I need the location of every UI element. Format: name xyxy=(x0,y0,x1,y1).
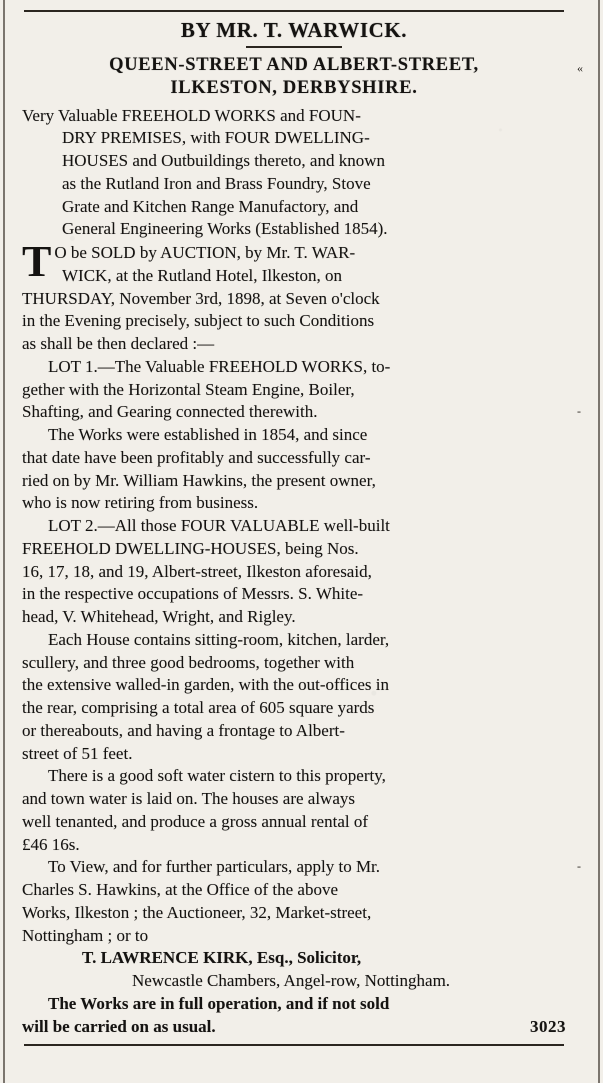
water-line-3: well tenanted, and produce a gross annual rental of xyxy=(22,811,369,831)
intro-line-5: Grate and Kitchen Range Manufactory, and xyxy=(62,196,359,216)
lot-1-line-3: Shafting, and Gearing connected therewith. xyxy=(22,402,318,422)
lot-2-paragraph xyxy=(22,515,566,628)
house-desc-line-4: the rear, comprising a total area of 605 square yards xyxy=(22,698,375,718)
water-line-4: £46 16s. xyxy=(22,834,80,854)
lot-2-line-4: in the respective occupations of Messrs. S. White- xyxy=(22,584,364,604)
right-margin-marks xyxy=(577,0,595,1083)
intro-line-3: HOUSES and Outbuildings thereto, and known xyxy=(62,151,385,171)
intro-paragraph xyxy=(22,105,566,241)
margin-mark-2: - xyxy=(577,404,581,418)
house-desc-line-5: or thereabouts, and having a frontage to Albert- xyxy=(22,720,345,740)
house-description-paragraph xyxy=(22,629,566,765)
house-desc-line-1: Each House contains sitting-room, kitchen, larder, xyxy=(48,629,390,649)
view-line-1: To View, and for further particulars, apply to Mr. xyxy=(48,857,381,877)
margin-mark-3: - xyxy=(577,859,581,873)
closing-line-1: The Works are in full operation, and if not sold xyxy=(48,993,390,1013)
water-line-2: and town water is laid on. The houses are always xyxy=(22,789,355,809)
house-desc-line-2: scullery, and three good bedrooms, together with xyxy=(22,652,355,672)
view-paragraph xyxy=(22,856,566,946)
lot-1-paragraph xyxy=(22,356,566,423)
auction-line-4: in the Evening precisely, subject to such Conditions xyxy=(22,311,375,331)
lot-2-line-1: LOT 2.—All those FOUR VALUABLE well-built xyxy=(48,516,390,536)
right-column-rule xyxy=(598,0,600,1083)
intro-line-6: General Engineering Works (Established 1854). xyxy=(62,219,388,239)
lot-1-line-1: LOT 1.—The Valuable FREEHOLD WORKS, to- xyxy=(48,356,391,376)
intro-line-1: Very Valuable FREEHOLD WORKS and FOUN- xyxy=(22,105,361,125)
works-history-line-4: who is now retiring from business. xyxy=(22,493,259,513)
ad-headline: BY MR. T. WARWICK. xyxy=(180,18,408,42)
works-history-line-2: that date have been profitably and successfully car- xyxy=(22,447,371,467)
intro-line-4: as the Rutland Iron and Brass Foundry, Stove xyxy=(62,173,371,193)
water-line-1: There is a good soft water cistern to this property, xyxy=(48,766,386,786)
auction-line-5: as shall be then declared :— xyxy=(22,334,215,354)
house-desc-line-6: street of 51 feet. xyxy=(22,743,133,763)
view-line-4: Nottingham ; or to xyxy=(22,925,149,945)
view-line-3: Works, Ilkeston ; the Auctioneer, 32, Market-street, xyxy=(22,902,372,922)
auction-line-2: WICK, at the Rutland Hotel, Ilkeston, on xyxy=(62,265,342,285)
works-history-paragraph xyxy=(22,424,566,514)
closing-line-2: will be carried on as usual. xyxy=(22,1016,216,1036)
solicitor-line-1: T. LAWRENCE KIRK, Esq., Solicitor, xyxy=(82,948,362,968)
drop-cap-letter: T xyxy=(22,237,52,287)
auction-line-3: THURSDAY, November 3rd, 1898, at Seven o'clock xyxy=(22,288,380,308)
lot-2-line-5: head, V. Whitehead, Wright, and Rigley. xyxy=(22,607,296,627)
ad-subhead-line-2: ILKESTON, DERBYSHIRE. xyxy=(170,77,418,98)
left-column-rule xyxy=(3,0,5,1083)
lot-2-line-3: 16, 17, 18, and 19, Albert-street, Ilkeston aforesaid, xyxy=(22,561,372,581)
advertisement-column xyxy=(14,0,574,1083)
bottom-divider-rule xyxy=(24,1044,564,1046)
intro-line-2: DRY PREMISES, with FOUR DWELLING- xyxy=(62,128,370,148)
auction-line-1: O be SOLD by AUCTION, by Mr. T. WAR- xyxy=(54,243,356,263)
water-paragraph xyxy=(22,765,566,855)
house-desc-line-3: the extensive walled-in garden, with the out-offices in xyxy=(22,675,389,695)
headline-divider xyxy=(246,46,342,48)
view-line-2: Charles S. Hawkins, at the Office of the above xyxy=(22,880,338,900)
top-divider-rule xyxy=(24,10,564,12)
solicitor-block xyxy=(22,947,566,992)
margin-mark-1: « xyxy=(577,61,583,75)
works-history-line-1: The Works were established in 1854, and since xyxy=(48,425,368,445)
auction-paragraph xyxy=(22,237,566,355)
reference-number: 3023 xyxy=(530,1016,566,1036)
solicitor-line-2: Newcastle Chambers, Angel-row, Nottingham. xyxy=(132,971,451,991)
ad-subhead-line-1: QUEEN-STREET AND ALBERT-STREET, xyxy=(109,55,479,75)
closing-line-2-wrapper xyxy=(22,1016,566,1038)
lot-1-line-2: gether with the Horizontal Steam Engine, Boiler, xyxy=(22,379,355,399)
works-history-line-3: ried on by Mr. William Hawkins, the present owner, xyxy=(22,470,376,490)
closing-paragraph xyxy=(22,993,566,1038)
lot-2-line-2: FREEHOLD DWELLING-HOUSES, being Nos. xyxy=(22,538,359,558)
